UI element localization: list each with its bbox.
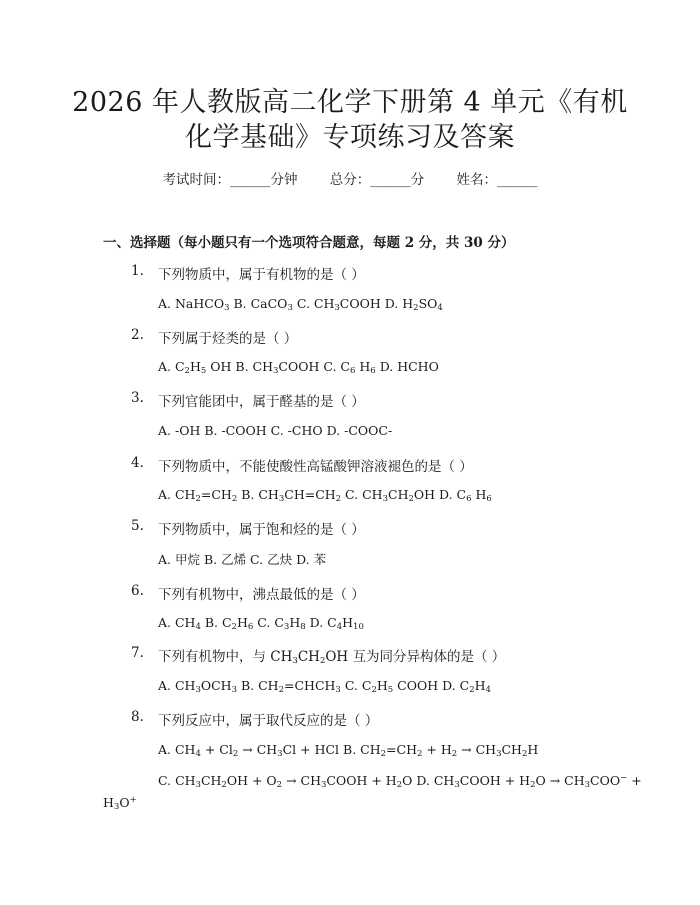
question-options: A. $CH_4 + Cl_2 \to CH_3Cl$ + HCl B. $CH_2=CH_2 + H_2 \to CH_3CH_2H$ <box>158 742 539 759</box>
question-text: 下列有机物中，沸点最低的是（ ） <box>158 587 365 603</box>
question-options: C. $CH_3CH_2OH + O_2$ → $CH_3COOH + H_2O$ D. $CH_3COOH + H_2O \to CH_3COO^-$ + <box>158 773 642 790</box>
question-number: 1. <box>131 263 144 279</box>
question-options: A. -OH B. -COOH C. -CHO D. -COOC- <box>158 423 393 438</box>
question-text: 下列有机物中，与 $CH_3CH_2OH$ 互为同分异构体的是（ ） <box>158 649 506 666</box>
question-number: 8. <box>131 709 144 725</box>
question-options: A. NaHCO$_3$ B. CaCO$_3$ C. $CH_3COOH$ D. $H_2SO_4$ <box>158 296 443 313</box>
exam-meta <box>0 168 700 188</box>
question-text: 下列反应中，属于取代反应的是（ ） <box>158 713 379 729</box>
question-options-continued: $H_3O^+$ <box>103 795 137 812</box>
question-number: 6. <box>131 583 144 599</box>
document-title-line2: 化学基础》专项练习及答案 <box>185 122 515 153</box>
question-number: 7. <box>131 645 144 661</box>
question-options: A. $C_2H_5$ OH B. $CH_3COOH$ C. $C_6$ $H_6$ D. HCHO <box>158 359 439 376</box>
question-text: 下列物质中，属于饱和烃的是（ ） <box>158 522 365 538</box>
question-number: 4. <box>131 455 144 471</box>
question-number: 2. <box>131 327 144 343</box>
question-options: A. $CH_4$ B. $C_2H_6$ C. $C_3H_8$ D. $C_4H_{10}$ <box>158 615 364 632</box>
question-number: 3. <box>131 390 144 406</box>
section-heading: 一、选择题（每小题只有一个选项符合题意，每题 2 分，共 30 分） <box>103 235 515 251</box>
exam-time: 考试时间：______分钟 <box>162 172 298 188</box>
question-text: 下列物质中，属于有机物的是（ ） <box>158 267 365 283</box>
question-options: A. $CH_3OCH_3$ B. $CH_2=CHCH_3$ C. $C_2H_5$ COOH D. $C_2H_4$ <box>158 678 491 695</box>
question-text: 下列属于烃类的是（ ） <box>158 331 298 347</box>
document-title-line1: 2026 年人教版高二化学下册第 4 单元《有机 <box>72 87 628 118</box>
question-options: A. $CH_2=CH_2$ B. $CH_3CH=CH_2$ C. $CH_3CH_2OH$ D. $C_6$ $H_6$ <box>158 487 492 504</box>
question-text: 下列官能团中，属于醛基的是（ ） <box>158 394 365 410</box>
student-name: 姓名：______ <box>456 172 538 188</box>
question-options: A. 甲烷 B. 乙烯 C. 乙炔 D. 苯 <box>158 552 327 567</box>
exam-score: 总分：______分 <box>329 172 425 188</box>
question-number: 5. <box>131 518 144 534</box>
question-text: 下列物质中，不能使酸性高锰酸钾溶液褪色的是（ ） <box>158 459 473 475</box>
